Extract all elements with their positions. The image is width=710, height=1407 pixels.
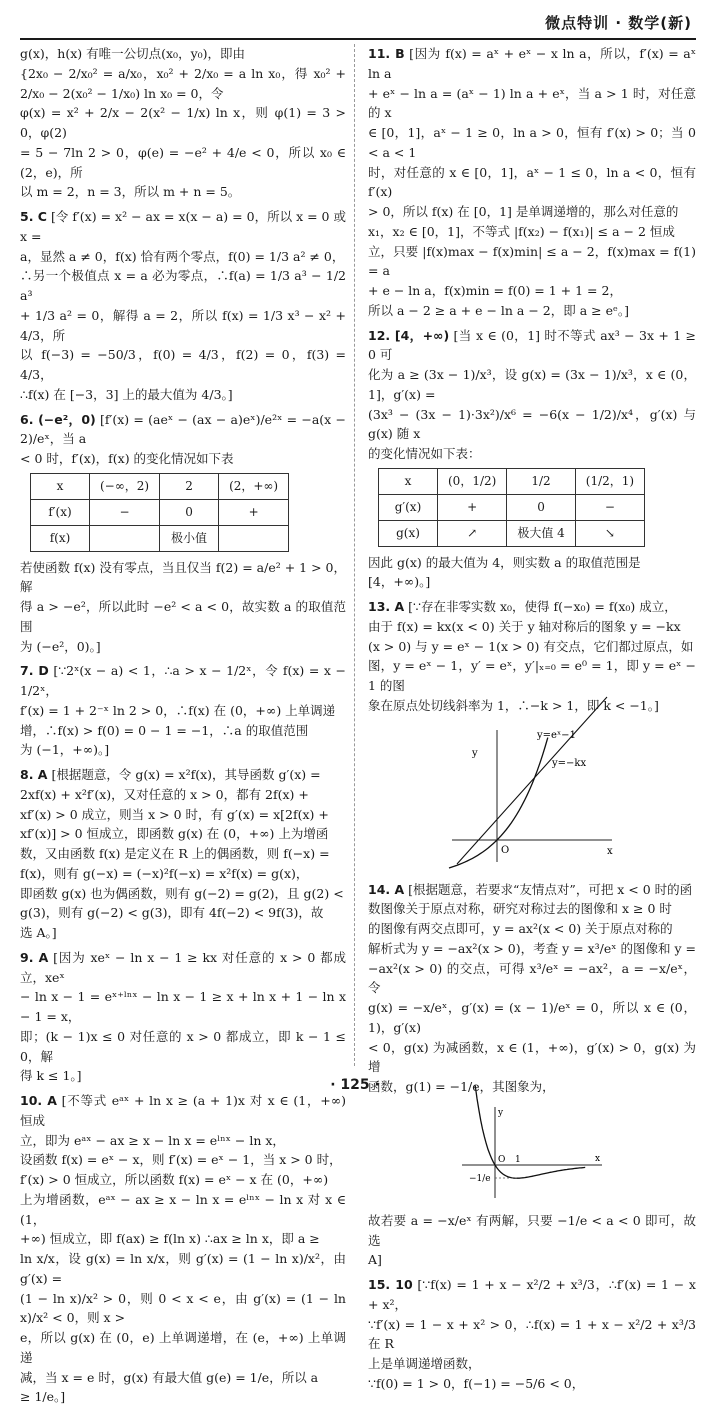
table-cell: 0 [160,499,219,525]
solution-line [20,1387,346,1407]
solution-entry [20,1091,346,1407]
tick-neg-label: −1/e [469,1173,491,1184]
solution-line [368,1250,696,1270]
line-text: [当 x ∈ (0，1] 时不等式 ax³ − 3x + 1 ≥ 0 可 [368,327,696,363]
line-text: = 5 − 7ln 2 > 0，φ(e) = −e² + 4/e < 0，所以 x₀ ∈ (2，e)，所 [20,144,346,180]
table-cell: ↘ [575,520,644,546]
table-cell: x [31,473,90,499]
line-text: 数图像关于原点对称，研究对称过去的图像和 x ≥ 0 时 [368,901,672,917]
solution-line [368,123,696,163]
line-text: 以 f(−3) = −50/3，f(0) = 4/3，f(2) = 0，f(3) = 4/3， [20,347,346,382]
line-text: + eˣ − ln a = (aˣ − 1) ln a + eˣ，当 a > 1 时，对任意的 x [368,85,696,121]
table-row [31,525,289,551]
solution-line [368,326,696,366]
tick-one-label: 1 [515,1154,521,1165]
figure-2 [368,1103,696,1203]
line-text: + e − ln a，f(x)min = f(0) = 1 + 1 = 2， [368,283,622,298]
solution-line [20,987,346,1027]
problem-number: 6. (−e²，0) [20,411,96,427]
solution-entry [368,597,696,872]
solution-line [368,959,696,999]
solution-line [20,410,346,450]
solution-line [20,1150,346,1170]
solution-line [20,701,346,721]
line-text: ∈ [0，1]，aˣ − 1 ≥ 0，ln a > 0，恒有 f′(x) > 0；当 0 < a < 1 [368,125,696,160]
solution-line [20,1131,346,1151]
line-text: < 0，g(x) 为减函数，x ∈ (1，+∞)，g′(x) > 0，g(x) 为增 [368,1039,696,1075]
solution-line [368,281,696,301]
variation-table [30,473,289,552]
table-cell: f′(x) [31,499,90,525]
solution-line [368,84,696,124]
line-text: [f′(x) = (aeˣ − (ax − a)eˣ)/e²ˣ = −a(x − 2)/eˣ，当 a [20,411,346,447]
solution-entry [20,948,346,1086]
problem-number: 15. 10 [368,1277,413,1293]
line-text: [∵2ˣ(x − a) < 1，∴a > x − 1/2ˣ，令 f(x) = x − 1/2ˣ， [20,663,346,699]
figure-1 [368,722,696,872]
line-text: φ(x) = x² + 2/x − 2(x² − 1/x) ln x，则 φ(1) = 3 > 0，φ(2) [20,105,346,140]
solution-line [20,345,346,385]
solution-line [368,656,696,696]
graph-neg-x-over-exp [457,1103,607,1203]
solution-line [20,1249,346,1289]
solution-line [368,1315,696,1355]
line-text: ∵f′(x) = 1 − x + x² > 0，∴f(x) = 1 + x − x²/2 + x³/3 在 R [368,1316,696,1352]
table-cell [90,525,160,551]
solution-line [20,1328,346,1368]
line-text: [不等式 eᵃˣ + ln x ≥ (a + 1)x 对 x ∈ (1，+∞) 恒成 [20,1093,346,1128]
line-text: a，显然 a ≠ 0，f(x) 恰有两个零点，f(0) = 1/3 a² ≠ 0， [20,248,345,264]
problem-number: 11. B [368,46,405,61]
line-text: x₁，x₂ ∈ [0，1]，不等式 |f(x₂) − f(x₁)| ≤ a − 2 恒成 [368,223,675,239]
line-text: 减，当 x = e 时，g(x) 有最大值 g(e) = 1/e，所以 a [20,1369,319,1385]
line-text: xf′(x) > 0 成立，则当 x > 0 时，有 g′(x) = x[2f(x) + [20,806,329,822]
solution-line [20,740,346,760]
line-text: 选 A。] [20,925,57,941]
line-text: {2x₀ − 2/x₀² = a/x₀，x₀² + 2/x₀ = a ln x₀，得 x₀² + 2/x₀ − 2(x₀² − 1/x₀) ln x₀ = 0，令 [20,65,346,101]
solution-line [20,558,346,598]
line-text: [因为 xeˣ − ln x − 1 ≥ kx 对任意的 x > 0 都成立，xeˣ [20,949,346,985]
table-cell: (−∞，2) [90,473,160,499]
y-axis-label: y [498,1107,504,1118]
table-cell: − [575,494,644,520]
line-text: − ln x − 1 = eˣ⁺ˡⁿˣ − ln x − 1 ≥ x + ln x + 1 − ln x − 1 = x， [20,989,346,1025]
solution-line [20,637,346,657]
solution-line [368,202,696,222]
solution-line [20,143,346,183]
table-row [31,499,289,525]
y-axis-label: y [472,747,478,759]
line-text: < 0 时，f′(x)，f(x) 的变化情况如下表 [20,451,234,466]
solution-line [368,553,696,573]
line-text: 由于 f(x) = kx(x < 0) 关于 y 轴对称后的图象 y = −kx [368,618,681,634]
solution-line [20,44,346,64]
line-text: 即；(k − 1)x ≤ 0 对任意的 x > 0 都成立，即 k − 1 ≤ 0，解 [20,1028,346,1064]
line-text: 上为增函数，eᵃˣ − ax ≥ x − ln x = eˡⁿˣ − ln x 对 x ∈ (1， [20,1191,346,1227]
solution-entry [368,326,696,593]
solution-line [20,306,346,346]
line-text: 数，又由函数 f(x) 是定义在 R 上的偶函数，则 f(−x) = [20,846,330,862]
solution-line [368,44,696,84]
line-text: [∵f(x) = 1 + x − x²/2 + x³/3，∴f′(x) = 1 − x + x²， [368,1277,696,1312]
line-text: + 1/3 a² = 0，解得 a = 2，所以 f(x) = 1/3 x³ − x² + 4/3，所 [20,307,346,343]
solution-line [20,721,346,741]
line-text: [令 f′(x) = x² − ax = x(x − a) = 0，所以 x = 0 或 x = [20,209,346,244]
solution-line [20,266,346,306]
line-text: A] [368,1252,382,1268]
solution-line [20,1170,346,1190]
table-cell: 极大值 4 [507,520,575,546]
table-cell: f(x) [31,525,90,551]
line-text: ∴f(x) 在 [−3，3] 上的最大值为 4/3。] [20,386,233,402]
line-text: g(x)，h(x) 有唯一公切点(x₀，y₀)，即由 [20,46,246,61]
table-cell: 极小值 [160,525,219,551]
solution-entry [368,1275,696,1394]
page-header [20,8,696,40]
solution-line [368,696,696,716]
line-text: [4，+∞)。] [368,574,431,590]
solution-line [20,449,346,469]
table-cell: − [90,499,160,525]
problem-number: 13. A [368,599,405,615]
origin-label: O [498,1154,506,1165]
line-text: e，所以 g(x) 在 (0，e) 上单调递增，在 (e，+∞) 上单调递 [20,1330,346,1365]
solution-entry [20,410,346,657]
x-axis-label: x [595,1153,601,1164]
line-text: 因此 g(x) 的最大值为 4，则实数 a 的取值范围是 [368,554,641,570]
solution-line [20,597,346,637]
line-text: 以 m = 2，n = 3，所以 m + n = 5。 [20,184,241,200]
line-text: g(3)，则有 g(−2) < g(3)，即有 4f(−2) < 9f(3)，故 [20,905,324,921]
table-cell [219,525,289,551]
solution-line [368,597,696,617]
solution-line [368,637,696,657]
line-text: ∴另一个极值点 x = a 必为零点，∴f(a) = 1/3 a³ − 1/2 a³ [20,268,346,303]
line-label: y=−kx [552,757,587,769]
solution-line [20,103,346,143]
solution-line [20,1027,346,1067]
solution-line [368,1275,696,1315]
table-cell: g′(x) [379,494,438,520]
line-text: 解析式为 y = −ax²(x > 0)，考查 y = x³/eˣ 的图像和 y = [368,940,696,956]
line-text: ln x/x，设 g(x) = ln x/x，则 g′(x) = (1 − ln x)/x²，由 g′(x) = [20,1251,346,1286]
solution-line [20,884,346,904]
solution-entry [20,661,346,760]
line-text: 函数，g(1) = −1/e，其图象为， [368,1079,555,1095]
table-cell: 2 [160,473,219,499]
line-text: +∞) 恒成立，即 f(ax) ≥ f(ln x) ∴ax ≥ ln x，即 a ≥ [20,1231,320,1247]
line-text: 2xf(x) + x²f′(x)，又对任意的 x > 0，都有 2f(x) + [20,786,309,802]
solution-line [20,923,346,943]
table-cell: g(x) [379,520,438,546]
solution-line [368,617,696,637]
line-text: [根据题意，若要求“友情点对”，可把 x < 0 时的函 [408,881,693,897]
solution-line [20,1368,346,1388]
solution-entry [20,765,346,943]
line-text: 象在原点处切线斜率为 1，∴−k > 1，即 k < −1。] [368,697,659,713]
table-cell: (0，1/2) [438,468,507,494]
table-cell: + [438,494,507,520]
solution-line [368,1038,696,1078]
line-text: 立，只要 |f(x)max − f(x)min| ≤ a − 2，f(x)max = f(1) = a [368,243,696,279]
line-text: 上是单调递增函数， [368,1356,481,1372]
line-text: xf′(x)] > 0 恒成立，即函数 g(x) 在 (0，+∞) 上为增函 [20,826,329,842]
solution-line [20,64,346,104]
line-text: (3x³ − (3x − 1)·3x²)/x⁶ = −6(x − 1/2)/x⁴，g′(x) 与 g(x) 随 x [368,406,696,442]
right-column [368,44,696,1391]
solution-line [368,1354,696,1374]
line-text: 所以 a − 2 ≥ a + e − ln a − 2，即 a ≥ eᵉ。] [368,302,629,318]
solution-line [368,572,696,592]
line-text: −ax²(x > 0) 的交点，可得 x³/eˣ = −ax²，a = −x/eˣ，令 [368,960,696,996]
page-number: · 125 · [330,1076,380,1093]
table-row [31,473,289,499]
solution-line [368,242,696,282]
problem-number: 8. A [20,767,48,783]
table-cell: 1/2 [507,468,575,494]
table-cell: ↗ [438,520,507,546]
x-axis-label: x [607,845,613,857]
line-text: 为 (−1，+∞)。] [20,742,110,758]
solution-line [20,948,346,988]
problem-number: 10. A [20,1093,57,1109]
table-cell: + [219,499,289,525]
solution-entry [20,207,346,405]
line-text: 设函数 f(x) = eˣ − x，则 f′(x) = eˣ − 1，当 x > 0 时， [20,1152,342,1168]
solution-line [20,903,346,923]
line-neg-kx [457,697,607,864]
solution-entry [20,44,346,202]
solution-line [20,785,346,805]
solution-line [20,1091,346,1131]
solution-line [20,864,346,884]
curve-exp [449,737,548,867]
line-text: [∵存在非零实数 x₀，使得 f(−x₀) = f(x₀) 成立， [408,599,677,615]
line-text: (x > 0) 与 y = eˣ − 1(x > 0) 有交点，它们都过原点，如 [368,638,694,654]
line-text: 立，即为 eᵃˣ − ax ≥ x − ln x = eˡⁿˣ − ln x， [20,1132,285,1148]
line-text: 故若要 a = −x/eˣ 有两解，只要 −1/e < a < 0 即可，故选 [368,1212,696,1248]
solution-line [368,880,696,900]
solution-line [368,222,696,242]
line-text: > 0，所以 f(x) 在 [0，1] 是单调递增的，那么对任意的 [368,204,679,219]
graph-exp-tangent [442,722,622,872]
line-text: [根据题意，令 g(x) = x²f(x)，其导函数 g′(x) = [51,767,321,783]
line-text: 图，y = eˣ − 1，y′ = eˣ，y′|ₓ₌₀ = e⁰ = 1，即 y = eˣ − 1 的图 [368,658,696,694]
solution-line [20,765,346,785]
table-row [379,468,645,494]
table-row [379,494,645,520]
table-row [379,520,645,546]
line-text: f(x)，则有 g(−x) = (−x)²f(−x) = x²f(x) = g(x)， [20,865,309,881]
solution-line [368,998,696,1038]
line-text: 时，对任意的 x ∈ [0，1]，aˣ − 1 ≤ 0，ln a < 0，恒有 f′(x) [368,164,696,200]
line-text: 增，∴f(x) > f(0) = 0 − 1 = −1，∴a 的取值范围 [20,722,309,738]
problem-number: 5. C [20,209,47,224]
line-text: f′(x) > 0 恒成立，所以函数 f(x) = eˣ − x 在 (0，+∞) [20,1172,329,1188]
line-text: 为 (−e²，0)。] [20,638,101,654]
line-text: ≥ 1/e。] [20,1389,66,1405]
solution-line [368,1374,696,1394]
solution-line [368,1211,696,1251]
line-text: f′(x) = 1 + 2⁻ˣ ln 2 > 0，∴f(x) 在 (0，+∞) 上单调递 [20,702,336,718]
solution-entry [368,44,696,321]
problem-number: 14. A [368,881,405,897]
header-title: 微点特训 · 数学(新) [545,14,692,32]
solution-line [20,661,346,701]
table-cell: (2，+∞) [219,473,289,499]
solution-line [368,444,696,464]
line-text: g(x) = −x/eˣ，g′(x) = (x − 1)/eˣ = 0，所以 x ∈ (0，1)，g′(x) [368,1000,696,1035]
table-cell: 0 [507,494,575,520]
solution-line [20,182,346,202]
solution-line [20,385,346,405]
solution-line [20,805,346,825]
solution-line [368,163,696,203]
line-text: 得 k ≤ 1。] [20,1068,82,1084]
solution-line [20,824,346,844]
solution-line [368,919,696,939]
solution-line [20,1289,346,1329]
curve-label: y=eˣ−1 [537,729,576,741]
solution-line [20,844,346,864]
problem-number: 7. D [20,663,49,679]
solution-line [20,247,346,267]
table-cell: (1/2，1) [575,468,644,494]
table-cell: x [379,468,438,494]
solution-line [368,405,696,445]
solution-line [368,939,696,959]
solution-line [20,1229,346,1249]
problem-number: 9. A [20,949,49,965]
line-text: 的图像有两交点即可，y = ax²(x < 0) 关于原点对称的 [368,921,673,937]
line-text: 化为 a ≥ (3x − 1)/x³，设 g(x) = (3x − 1)/x³，x ∈ (0，1]，g′(x) = [368,367,696,402]
problem-number: 12. [4，+∞) [368,327,450,343]
solution-line [368,365,696,405]
solution-line [368,899,696,919]
origin-label: O [501,844,510,856]
line-text: (1 − ln x)/x² > 0，则 0 < x < e，由 g′(x) = (1 − ln x)/x² < 0，则 x > [20,1290,346,1326]
variation-table [378,468,645,547]
line-text: ∵f(0) = 1 > 0，f(−1) = −5/6 < 0， [368,1375,585,1391]
solution-line [20,207,346,247]
line-text: 得 a > −e²，所以此时 −e² < a < 0，故实数 a 的取值范围 [20,599,346,634]
line-text: 若使函数 f(x) 没有零点，当且仅当 f(2) = a/e² + 1 > 0，解 [20,559,346,595]
curve-g [475,1085,585,1178]
line-text: 的变化情况如下表： [368,446,481,461]
solution-line [368,301,696,321]
line-text: [因为 f(x) = aˣ + eˣ − x ln a，所以，f′(x) = aˣ ln a [368,46,696,81]
line-text: 即函数 g(x) 也为偶函数，则有 g(−2) = g(2)，且 g(2) < [20,885,344,901]
solution-line [20,1190,346,1230]
